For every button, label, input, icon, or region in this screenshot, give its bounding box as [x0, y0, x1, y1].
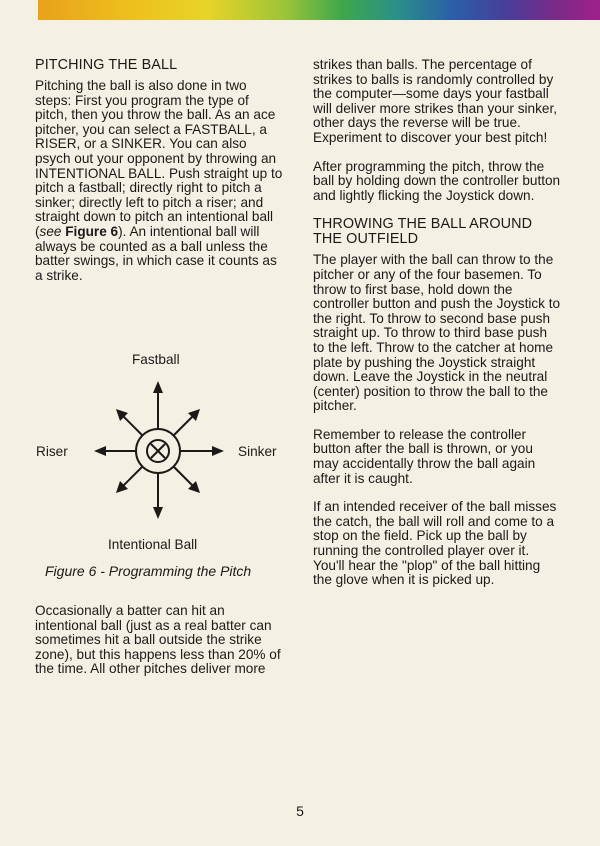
figure-caption: Figure 6 - Programming the Pitch	[45, 563, 252, 579]
throw-pitch-paragraph: After programming the pitch, throw the ball by holding down the controller button and lightly flicking the Joystick down.	[313, 158, 561, 203]
page-number: 5	[296, 803, 304, 819]
label-riser: Riser	[36, 444, 68, 459]
figure-6-reference: Figure 6	[65, 223, 119, 239]
intentional-ball-paragraph: Occasionally a batter can hit an intentional ball (just as a real batter can sometimes hit a ball outside the strike zone), but this happens less than 20% of the time. All other pitches deliver more	[35, 603, 281, 677]
left-column	[35, 58, 285, 283]
strikes-paragraph: strikes than balls. The percentage of strikes to balls is randomly controlled by the computer—some days your fastball will deliver more strikes than your sinker, other days the reverse will be true. Experiment to discover your best pitch!	[313, 57, 558, 145]
joystick-pitch-diagram	[35, 345, 285, 585]
heading-pitching-the-ball: PITCHING THE BALL	[35, 57, 178, 73]
rainbow-header-bar	[38, 0, 600, 20]
throwing-paragraph: The player with the ball can throw to the pitcher or any of the four basemen. To throw to first base, hold down the controller button and push the Joystick to the right. To throw to second base push straight up. To throw to third base push to the left. Throw to the catcher at home plate by pushing the Joystick straight down. Leave the Joystick in the neutral (center) position to throw the ball to the pitcher.	[313, 252, 561, 414]
right-column	[313, 58, 561, 588]
joystick-arrows-icon	[90, 375, 230, 525]
heading-throwing-outfield: THROWING THE BALL AROUND THE OUTFIELD	[313, 216, 533, 248]
label-fastball: Fastball	[132, 352, 180, 367]
label-sinker: Sinker	[238, 444, 277, 459]
missed-catch-paragraph: If an intended receiver of the ball misses the catch, the ball will roll and come to a stop on the field. Pick up the ball by running the controlled player over it. You'll hear the "plop" of the ball hitting the glove when it is picked up.	[313, 499, 557, 588]
pitching-paragraph: Pitching the ball is also done in two steps: First you program the type of pitch, then you throw the ball. As an ace pitcher, you can select a FASTBALL, a RISER, or a SINKER. You can also psych out your opponent by throwing an INTENTIONAL BALL. Push straight up to pitch a fastball; directly right to pitch a sinker; directly left to pitch a riser; and straight down to pitch an intentional ball (see Figure 6). An intentional ball will always be counted as a ball unless the batter swings, in which case it counts as a strike.	[35, 78, 283, 283]
release-button-paragraph: Remember to release the controller button after the ball is thrown, or you may accidentally throw the ball again after it is caught.	[313, 426, 536, 486]
label-intentional-ball: Intentional Ball	[108, 537, 198, 552]
